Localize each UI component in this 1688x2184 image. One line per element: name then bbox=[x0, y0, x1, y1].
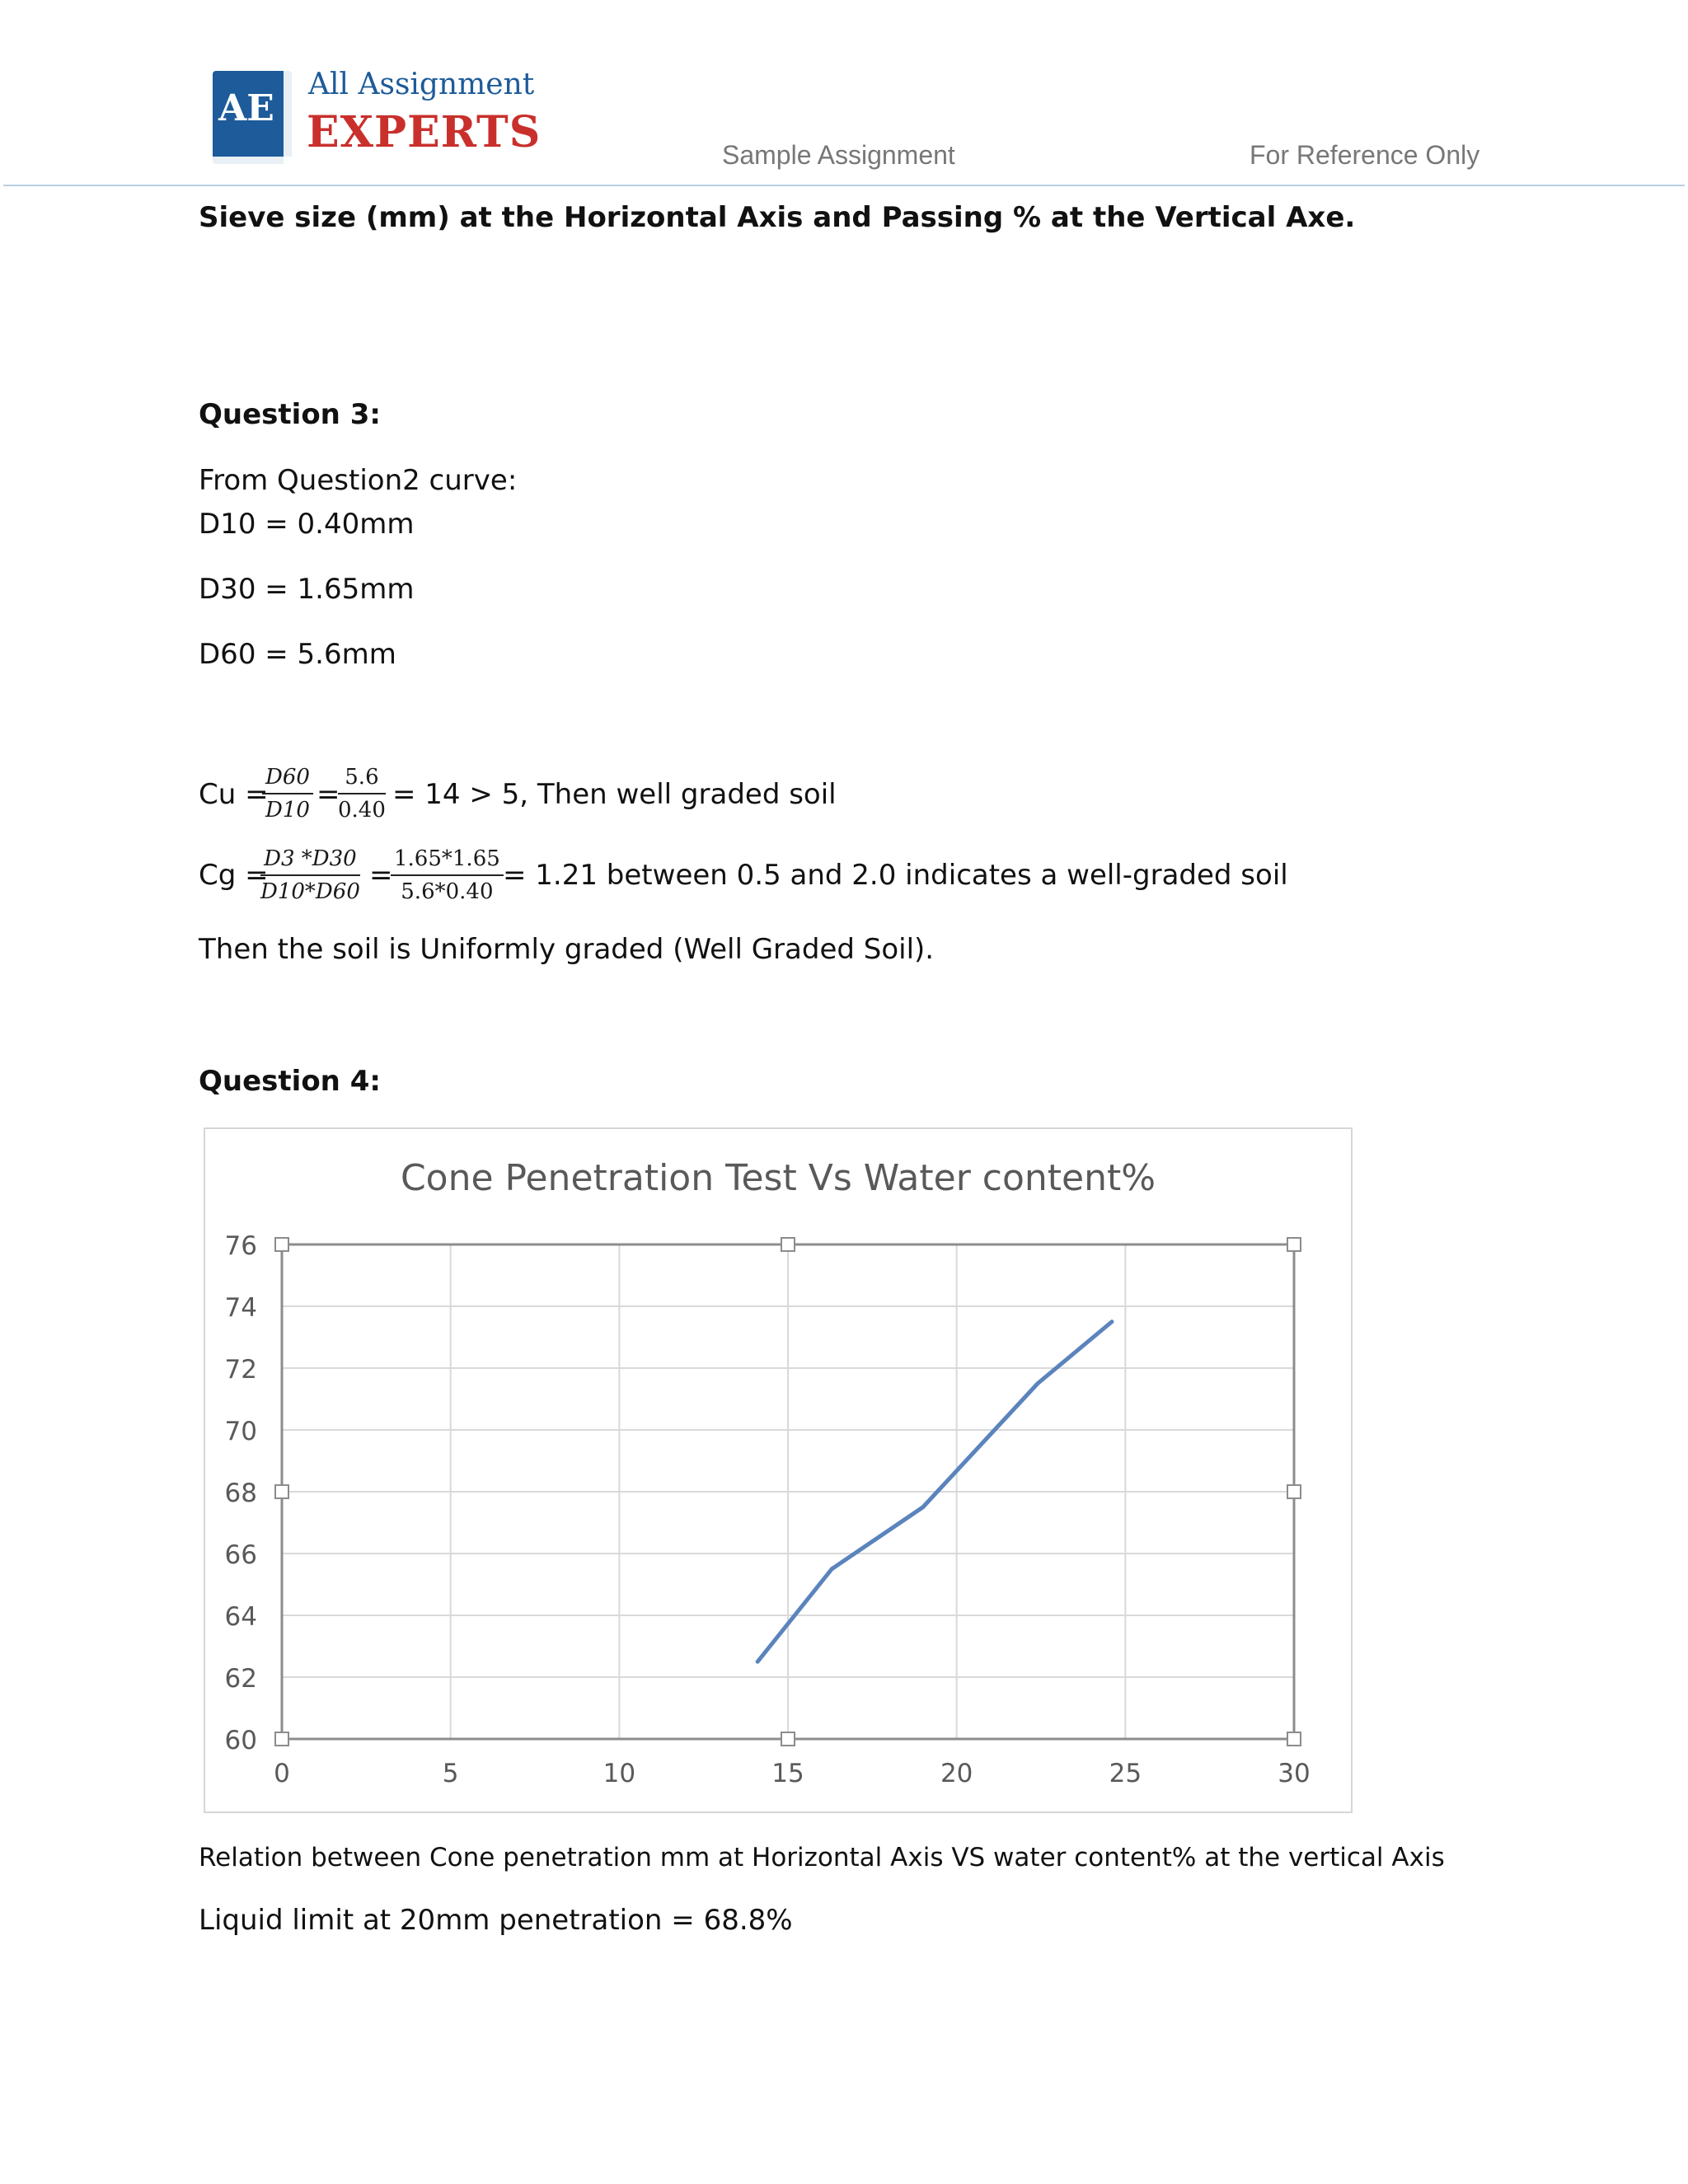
cu-denominator: D10 bbox=[265, 798, 310, 823]
series-0-point-3 bbox=[1035, 1381, 1039, 1385]
q3-conclusion: Then the soil is Uniformly graded (Well Graded Soil). bbox=[199, 933, 935, 966]
y-tick-label-4: 68 bbox=[224, 1479, 257, 1508]
logo-text-bottom: EXPERTS bbox=[307, 107, 542, 157]
y-tick-label-5: 70 bbox=[224, 1417, 257, 1446]
header-divider bbox=[3, 185, 1685, 186]
cg-result: = 1.21 between 0.5 and 2.0 indicates a well-graded soil bbox=[503, 859, 1288, 892]
y-tick-label-6: 72 bbox=[224, 1355, 257, 1385]
question-4-heading: Question 4: bbox=[199, 1065, 381, 1098]
intro-text: Sieve size (mm) at the Horizontal Axis and Passing % at the Vertical Axe. bbox=[199, 201, 1356, 234]
x-tick-label-0: 0 bbox=[274, 1759, 290, 1788]
cu-denominator-value: 0.40 bbox=[338, 798, 386, 823]
logo-text-top: All Assignment bbox=[308, 68, 535, 101]
resize-handle-1[interactable] bbox=[781, 1238, 795, 1251]
resize-handle-6[interactable] bbox=[781, 1732, 795, 1746]
y-tick-label-0: 60 bbox=[224, 1726, 257, 1755]
cu-result: = 14 > 5, Then well graded soil bbox=[392, 778, 837, 811]
q3-d60: D60 = 5.6mm bbox=[199, 638, 396, 671]
cu-equals: = bbox=[316, 778, 340, 811]
resize-handle-5[interactable] bbox=[275, 1732, 288, 1746]
cg-denominator-value: 5.6*0.40 bbox=[401, 879, 494, 904]
liquid-limit-result: Liquid limit at 20mm penetration = 68.8% bbox=[199, 1904, 793, 1937]
x-tick-label-3: 15 bbox=[771, 1759, 804, 1788]
resize-handle-3[interactable] bbox=[275, 1485, 288, 1498]
cu-fraction-symbolic bbox=[262, 762, 313, 826]
cu-fraction-numeric bbox=[338, 762, 386, 826]
resize-handle-0[interactable] bbox=[275, 1238, 288, 1251]
q3-d30: D30 = 1.65mm bbox=[199, 573, 415, 606]
cg-equals: = bbox=[369, 859, 393, 892]
chart-caption: Relation between Cone penetration mm at Horizontal Axis VS water content% at the vertical Axis bbox=[199, 1843, 1445, 1872]
q3-from-curve: From Question2 curve: bbox=[199, 464, 518, 497]
logo-initials: AE bbox=[218, 87, 274, 129]
cg-denominator: D10*D60 bbox=[260, 879, 360, 904]
chart-gridlines bbox=[282, 1244, 1294, 1739]
series-0-point-4 bbox=[1109, 1319, 1114, 1324]
cg-fraction-numeric bbox=[391, 843, 504, 907]
x-tick-label-1: 5 bbox=[442, 1759, 459, 1788]
cg-fraction-symbolic bbox=[260, 843, 360, 907]
q3-d10: D10 = 0.40mm bbox=[199, 508, 415, 541]
series-0-point-1 bbox=[830, 1567, 834, 1571]
y-tick-label-8: 76 bbox=[224, 1231, 257, 1261]
cu-numerator: D60 bbox=[262, 762, 313, 794]
x-tick-label-5: 25 bbox=[1109, 1759, 1142, 1788]
series-0-point-0 bbox=[756, 1660, 760, 1664]
x-tick-label-2: 10 bbox=[603, 1759, 636, 1788]
x-tick-label-4: 20 bbox=[940, 1759, 973, 1788]
line-chart bbox=[205, 1129, 1351, 1811]
logo-mark bbox=[213, 71, 292, 164]
chart-area[interactable] bbox=[204, 1127, 1353, 1813]
chart-tick-labels bbox=[225, 1231, 1311, 1788]
cg-label: Cg = bbox=[199, 859, 269, 892]
y-tick-label-3: 66 bbox=[224, 1540, 257, 1570]
cg-numerator-value: 1.65*1.65 bbox=[391, 843, 504, 876]
question-3-heading: Question 3: bbox=[199, 398, 381, 431]
header-reference-label: For Reference Only bbox=[1250, 140, 1480, 170]
chart-title: Cone Penetration Test Vs Water content% bbox=[400, 1157, 1156, 1199]
header-sample-label: Sample Assignment bbox=[722, 140, 955, 170]
series-0-point-2 bbox=[921, 1505, 925, 1509]
x-tick-label-6: 30 bbox=[1278, 1759, 1311, 1788]
resize-handle-7[interactable] bbox=[1287, 1732, 1301, 1746]
y-tick-label-7: 74 bbox=[224, 1293, 257, 1323]
y-tick-label-1: 62 bbox=[224, 1664, 257, 1694]
cu-numerator-value: 5.6 bbox=[338, 762, 386, 794]
y-tick-label-2: 64 bbox=[224, 1602, 257, 1632]
resize-handle-2[interactable] bbox=[1287, 1238, 1301, 1251]
resize-handle-4[interactable] bbox=[1287, 1485, 1301, 1498]
cu-label: Cu = bbox=[199, 778, 269, 811]
cg-numerator: D3 *D30 bbox=[260, 843, 360, 876]
